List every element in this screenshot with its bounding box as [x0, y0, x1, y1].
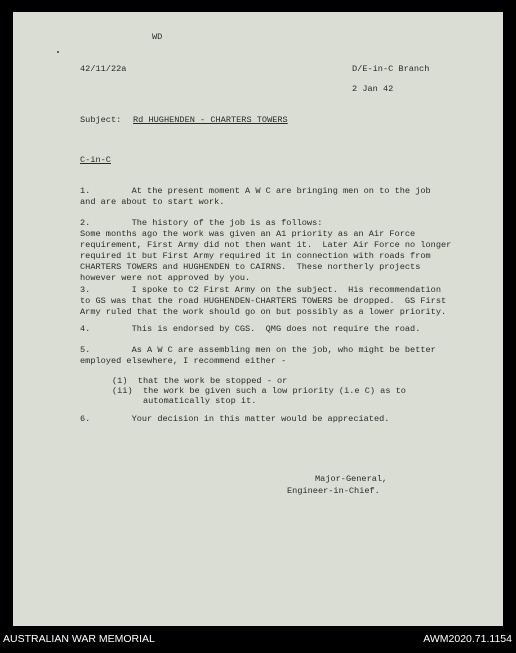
paper-speck [57, 51, 59, 53]
paragraph-1-line-2: and are about to start work. [80, 197, 225, 207]
paragraph-6: 6. Your decision in this matter would be appreciated. [80, 414, 390, 424]
signature-title: Engineer-in-Chief. [287, 486, 380, 496]
paragraph-3-line-2: to GS was that the road HUGHENDEN-CHARTERS TOWERS be dropped. GS First [80, 296, 447, 306]
addressee: C-in-C [80, 155, 111, 165]
subject: Rd HUGHENDEN - CHARTERS TOWERS [133, 115, 288, 125]
paragraph-2-line-3: requirement, First Army did not then want it. Later Air Force no longer [80, 240, 452, 250]
paragraph-2-line-4: required it but First Army required it in connection with roads from [80, 251, 431, 261]
paragraph-2-line-5: CHARTERS TOWERS and HUGHENDEN to CAIRNS. These northerly projects [80, 262, 421, 272]
signature-rank: Major-General, [315, 474, 388, 484]
date: 2 Jan 42 [352, 84, 394, 94]
initials: WD [152, 32, 163, 42]
option-2-line-2: automatically stop it. [112, 396, 257, 406]
paragraph-5-line-2: employed elsewhere, I recommend either - [80, 356, 287, 366]
paragraph-2-line-6: however were not approved by you. [80, 273, 251, 283]
paragraph-3-line-1: 3. I spoke to C2 First Army on the subject. His recommendation [80, 285, 441, 295]
paragraph-3-line-3: Army ruled that the work should go on but possibly as a lower priority. [80, 307, 447, 317]
paragraph-1-line-1: 1. At the present moment A W C are bringing men on to the job [80, 186, 431, 196]
paragraph-2-line-2: Some months ago the work was given an A1 priority as an Air Force [80, 229, 416, 239]
document-page [13, 12, 503, 626]
paragraph-4: 4. This is endorsed by CGS. QMG does not require the road. [80, 324, 421, 334]
paragraph-2-line-1: 2. The history of the job is as follows: [80, 218, 323, 228]
paragraph-5-line-1: 5. As A W C are assembling men on the job, who might be better [80, 345, 436, 355]
file-number: 42/11/22a [80, 64, 127, 74]
footer-institution: AUSTRALIAN WAR MEMORIAL [3, 633, 155, 645]
subject-label: Subject: [80, 115, 122, 125]
option-1: (1) that the work be stopped - or [112, 376, 288, 386]
option-2-line-1: (ii) the work be given such a low priority (i.e C) as to [112, 386, 406, 396]
footer-accession-number: AWM2020.71.1154 [423, 633, 512, 645]
branch: D/E-in-C Branch [352, 64, 430, 74]
